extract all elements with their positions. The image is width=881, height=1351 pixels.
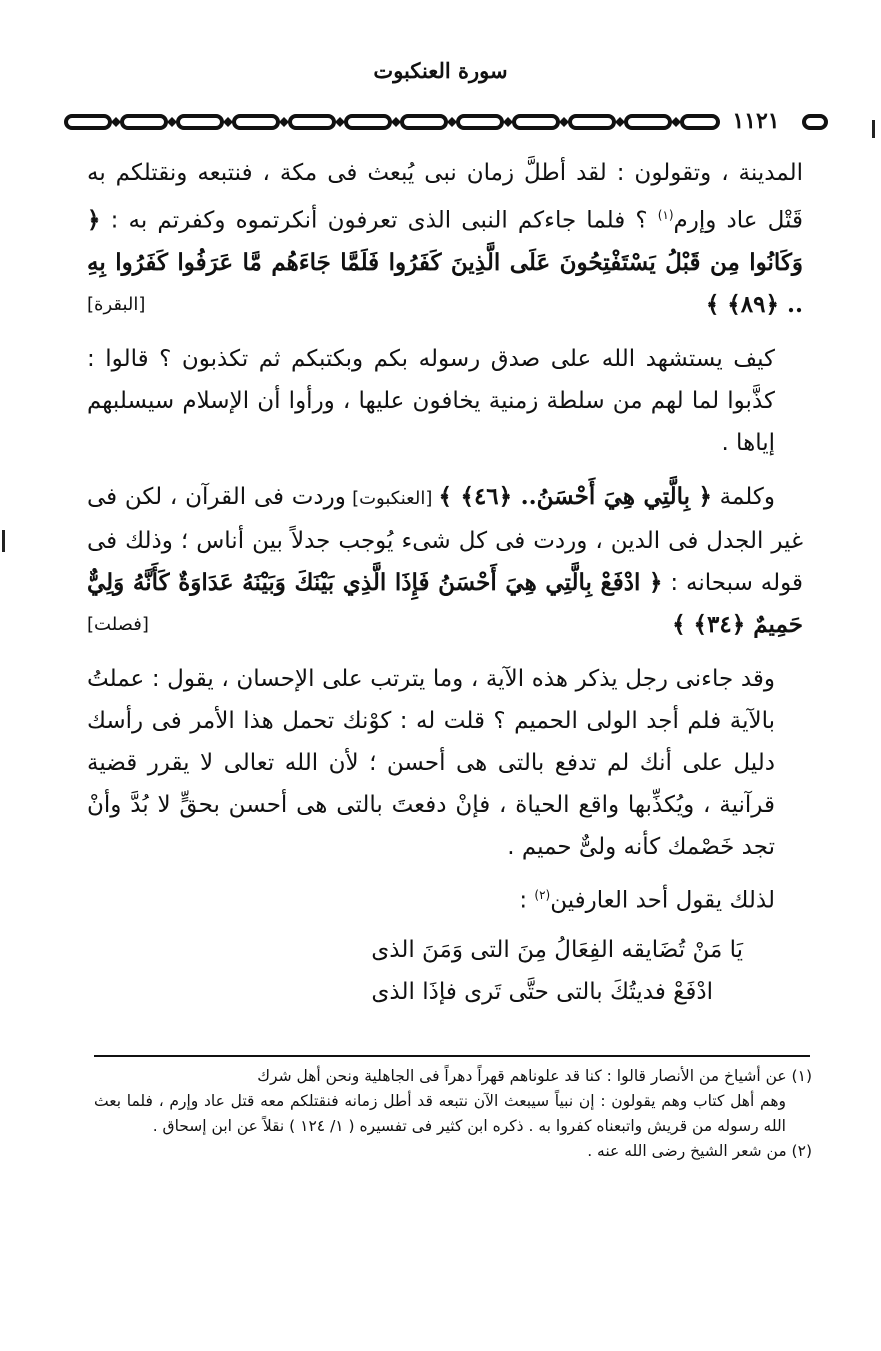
margin-mark [872,120,875,138]
source-label: [البقرة] [87,293,146,315]
footnote-ref-2: (٢) [534,887,551,902]
margin-mark [2,530,5,552]
footnote-1-continued: وهم أهل كتاب وهم يقولون : إن نبياً سيبعث الآن نتبعه قد أطل زمانه فنقتلكم معه قتل عاد وإرم ، فلما بعث الله رسوله من قريش واتبعناه كفروا به . ذكره ابن كثير فى تفسيره ( ١/ ١٢٤ ) نقلاً عن ابن إسحاق . [94,1092,786,1135]
ornamental-border [62,112,722,132]
surah-ref: [العنكبوت] [345,487,439,509]
paragraph-2: كيف يستشهد الله على صدق رسوله بكم وبكتبكم ثم تكذبون ؟ قالوا : كذَّبوا لما لهم من سلطة زمنية يخافون عليها ، ورأوا أن الإسلام سيسلبهم إياها . [87,345,775,456]
paragraph-3: وكلمة ﴿ بِالَّتِي هِيَ أَحْسَنُ.. ﴿٤٦﴾ ﴾ [العنكبوت] وردت فى القرآن ، لكن فى غير الجدل فى الدين ، وردت فى كل شىء يُوجب جدلاً بين أناس ؛ وذلك فى قوله سبحانه : ﴿ ادْفَعْ بِالَّتِي هِيَ أَحْسَنُ فَإِذَا الَّذِي بَيْنَكَ وَبَيْنَهُ عَدَاوَةٌ كَأَنَّهُ وَلِيٌّ حَمِيمٌ ﴿٣٤﴾ ﴾ [فصلت] [87,476,803,646]
footnote-separator [94,1055,810,1057]
footnote-ref-1: (١) [657,208,674,222]
quran-verse-fussilat: ﴿ ادْفَعْ بِالَّتِي هِيَ أَحْسَنُ فَإِذَا الَّذِي بَيْنَكَ وَبَيْنَهُ عَدَاوَةٌ كَأَنَّهُ وَلِيٌّ حَمِيمٌ ﴿٣٤﴾ ﴾ [87,568,803,638]
poem-verse-1: يَا مَنْ تُضَايقه الفِعَالُ مِنَ التى وَمَنَ الذى [371,937,743,964]
main-text [87,152,803,1013]
surah-title: سورة العنكبوت [373,58,508,83]
poem-verse-2: ادْفَعْ فديتُكَ بالتى حتَّى تَرى فإذَا الذى [371,979,713,1006]
paragraph-1: المدينة ، وتقولون : لقد أطلَّ زمان نبى يُبعث فى مكة ، فنتبعه ونقتلكم به قَتْل عاد وإرم$^{(١)}$ ؟ فلما جاءكم النبى الذى تعرفون أنكرتموه وكفرتم به : ﴿ وَكَانُوا مِن قَبْلُ يَسْتَفْتِحُونَ عَلَى الَّذِينَ كَفَرُوا فَلَمَّا جَاءَهُم مَّا عَرَفُوا كَفَرُوا بِهِ .. ﴿٨٩﴾ ﴾ [البقرة] [87,152,803,326]
footnote-1: (١) عن أشياخ من الأنصار قالوا : كنا قد علوناهم قهراً دهراً فى الجاهلية ونحن أهل شرك [257,1067,812,1085]
page-number: ١١٢١ [732,108,780,134]
paragraph-4: وقد جاءنى رجل يذكر هذه الآية ، وما يترتب على الإحسان ، يقول : عملتُ بالآية فلم أجد الولى الحميم ؟ قلت له : كوْنك تحمل هذا الأمر فى رأسك دليل على أنك لم تدفع بالتى هى أحسن ؛ لأن الله تعالى لا يقرر قضية قرآنية ، ويُكذِّبها واقع الحياة ، فإنْ دفعتَ بالتى هى أحسن بحقٍّ لا بُدَّ وأنْ تجد خَصْمك كأنه ولىٌّ حميم . [87,665,775,860]
footnote-2: (٢) من شعر الشيخ رضى الله عنه . [587,1142,812,1160]
footnotes [94,1064,812,1164]
quran-verse-ankabut: ﴿ بِالَّتِي هِيَ أَحْسَنُ.. ﴿٤٦﴾ ﴾ [438,482,712,510]
paragraph-5: لذلك يقول أحد العارفين$^{(٢)}$ : [519,887,775,914]
quran-verse-baqara: ﴿ وَكَانُوا مِن قَبْلُ يَسْتَفْتِحُونَ عَلَى الَّذِينَ كَفَرُوا فَلَمَّا جَاءَهُم مَّا عَرَفُوا كَفَرُوا بِهِ .. ﴿٨٩﴾ ﴾ [87,206,803,318]
ornamental-border-end [801,112,829,132]
source-label: [فصلت] [87,613,149,635]
